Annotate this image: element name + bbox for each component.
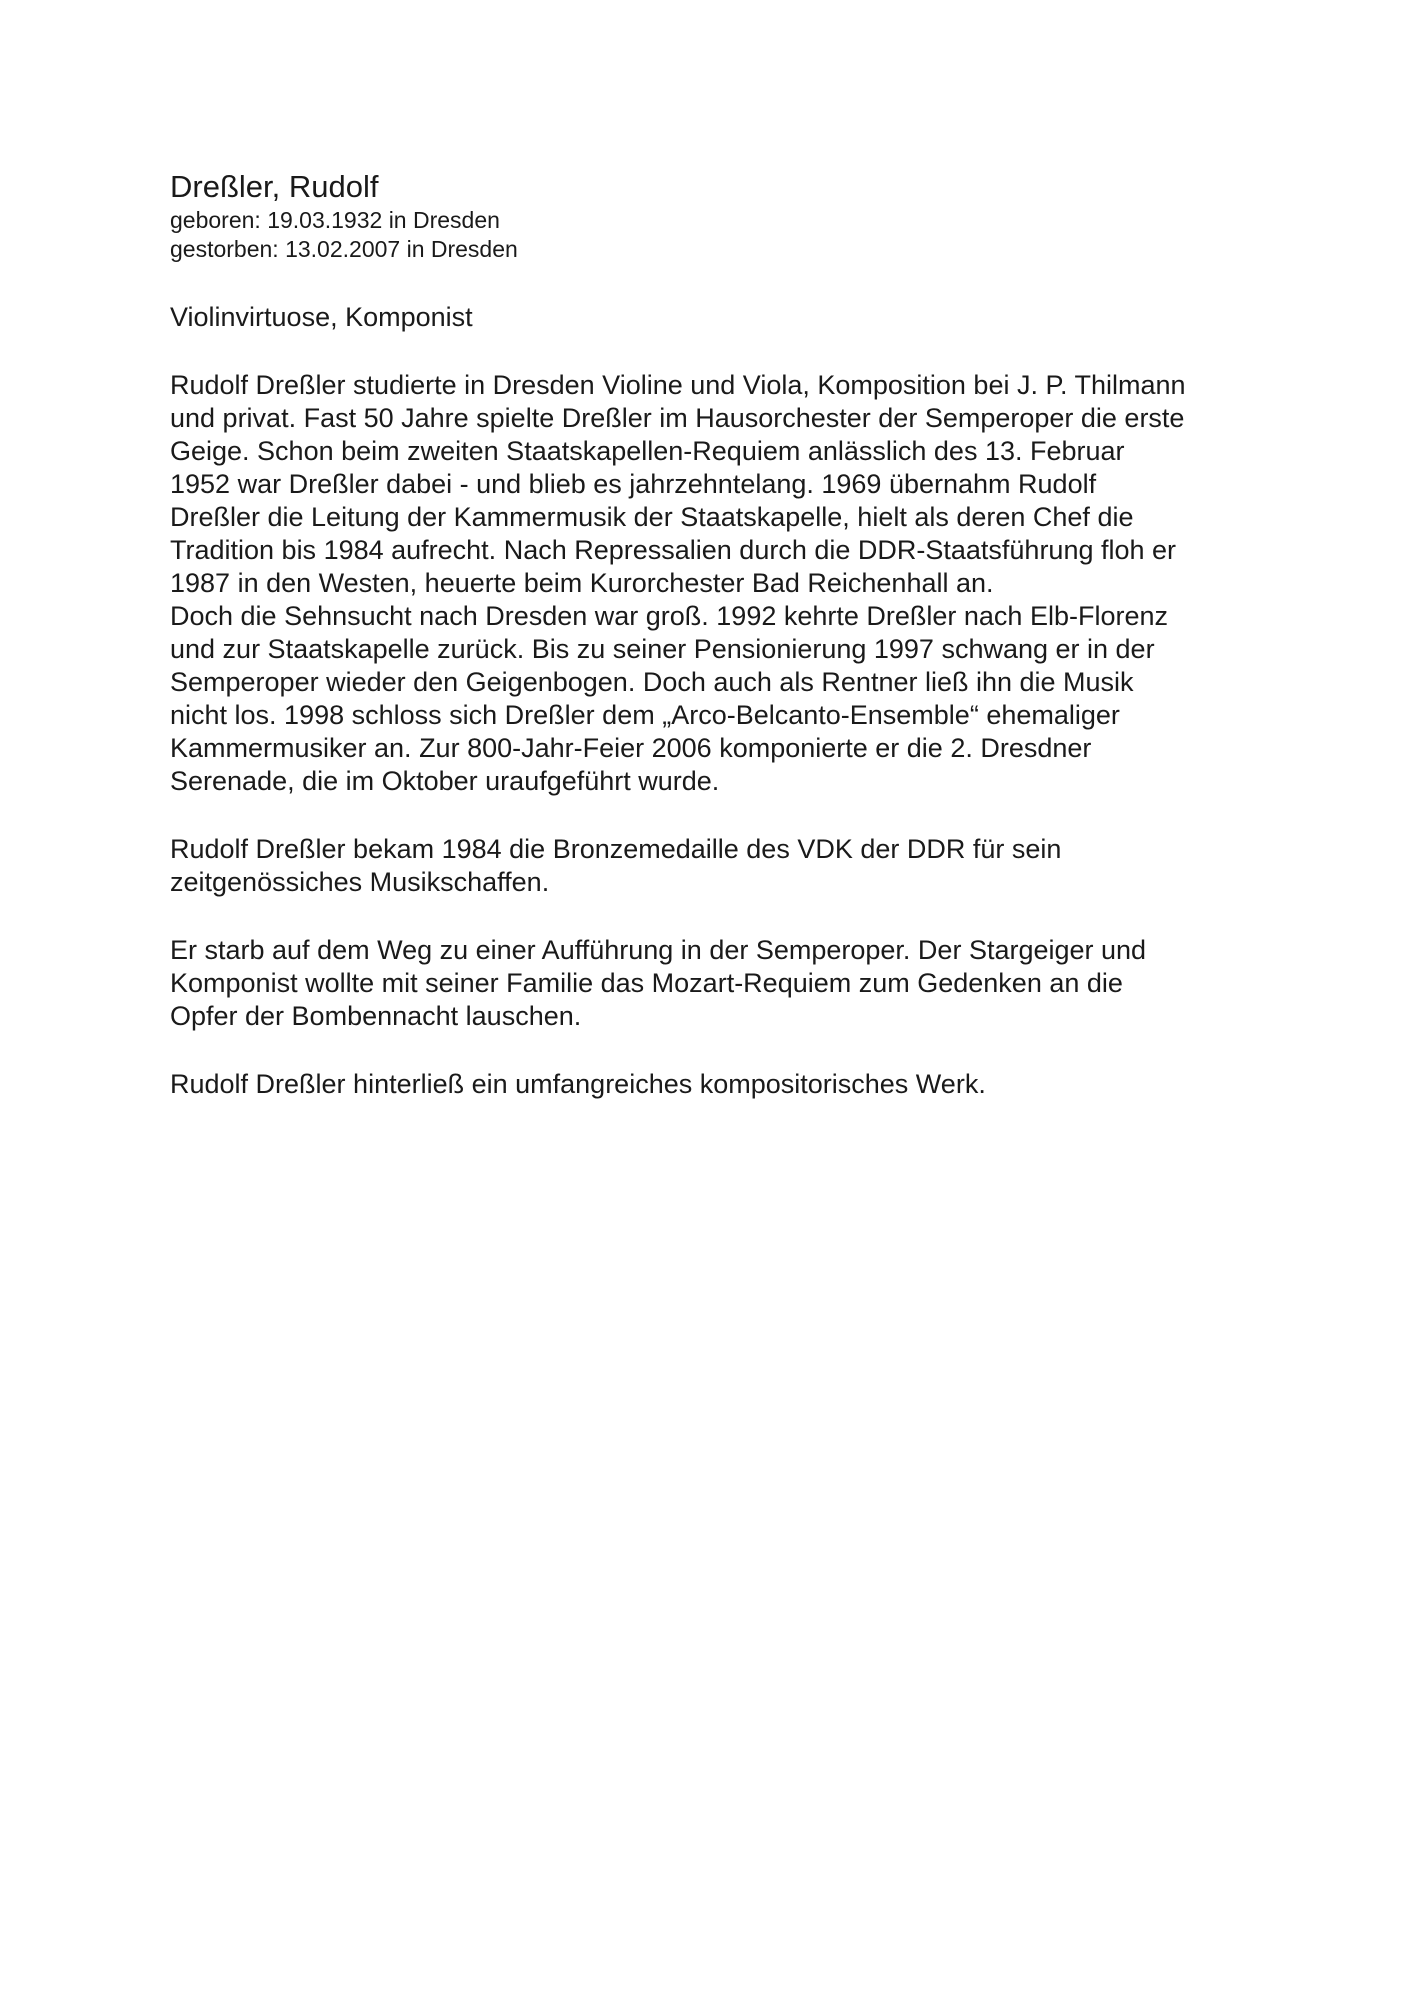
person-name: Dreßler, Rudolf [170,169,379,204]
legacy-paragraph [170,1068,1290,1101]
text-line: Geige. Schon beim zweiten Staatskapellen-Requiem anlässlich des 13. Februar [170,436,1125,466]
text-line: Komponist wollte mit seiner Familie das Mozart-Requiem zum Gedenken an die [170,968,1123,998]
text-line: 1952 war Dreßler dabei - und blieb es jahrzehntelang. 1969 übernahm Rudolf [170,469,1097,499]
text-line: Kammermusiker an. Zur 800-Jahr-Feier 2006 komponierte er die 2. Dresdner [170,733,1092,763]
award-paragraph [170,833,1290,899]
death-paragraph [170,934,1290,1033]
text-line: Semperoper wieder den Geigenbogen. Doch auch als Rentner ließ ihn die Musik [170,667,1134,697]
text-line: zeitgenössiches Musikschaffen. [170,867,550,897]
text-line: nicht los. 1998 schloss sich Dreßler dem „Arco-Belcanto-Ensemble“ ehemaliger [170,700,1120,730]
birth-line: geboren: 19.03.1932 in Dresden [170,207,500,233]
text-line: Dreßler die Leitung der Kammermusik der Staatskapelle, hielt als deren Chef die [170,502,1134,532]
document-page [170,168,1290,1101]
text-line: und zur Staatskapelle zurück. Bis zu seiner Pensionierung 1997 schwang er in der [170,634,1155,664]
text-line: und privat. Fast 50 Jahre spielte Dreßler im Hausorchester der Semperoper die erste [170,403,1185,433]
text-line: Serenade, die im Oktober uraufgeführt wurde. [170,766,720,796]
text-line: 1987 in den Westen, heuerte beim Kurorchester Bad Reichenhall an. [170,568,994,598]
death-line: gestorben: 13.02.2007 in Dresden [170,236,518,262]
text-line: Rudolf Dreßler hinterließ ein umfangreiches kompositorisches Werk. [170,1069,986,1099]
text-line: Opfer der Bombennacht lauschen. [170,1001,582,1031]
profession: Violinvirtuose, Komponist [170,302,473,332]
biography-paragraph [170,369,1290,798]
text-line: Tradition bis 1984 aufrecht. Nach Repressalien durch die DDR-Staatsführung floh er [170,535,1177,565]
text-line: Doch die Sehnsucht nach Dresden war groß. 1992 kehrte Dreßler nach Elb-Florenz [170,601,1168,631]
text-line: Rudolf Dreßler bekam 1984 die Bronzemedaille des VDK der DDR für sein [170,834,1062,864]
text-line: Er starb auf dem Weg zu einer Aufführung in der Semperoper. Der Stargeiger und [170,935,1147,965]
text-line: Rudolf Dreßler studierte in Dresden Violine und Viola, Komposition bei J. P. Thilmann [170,370,1186,400]
